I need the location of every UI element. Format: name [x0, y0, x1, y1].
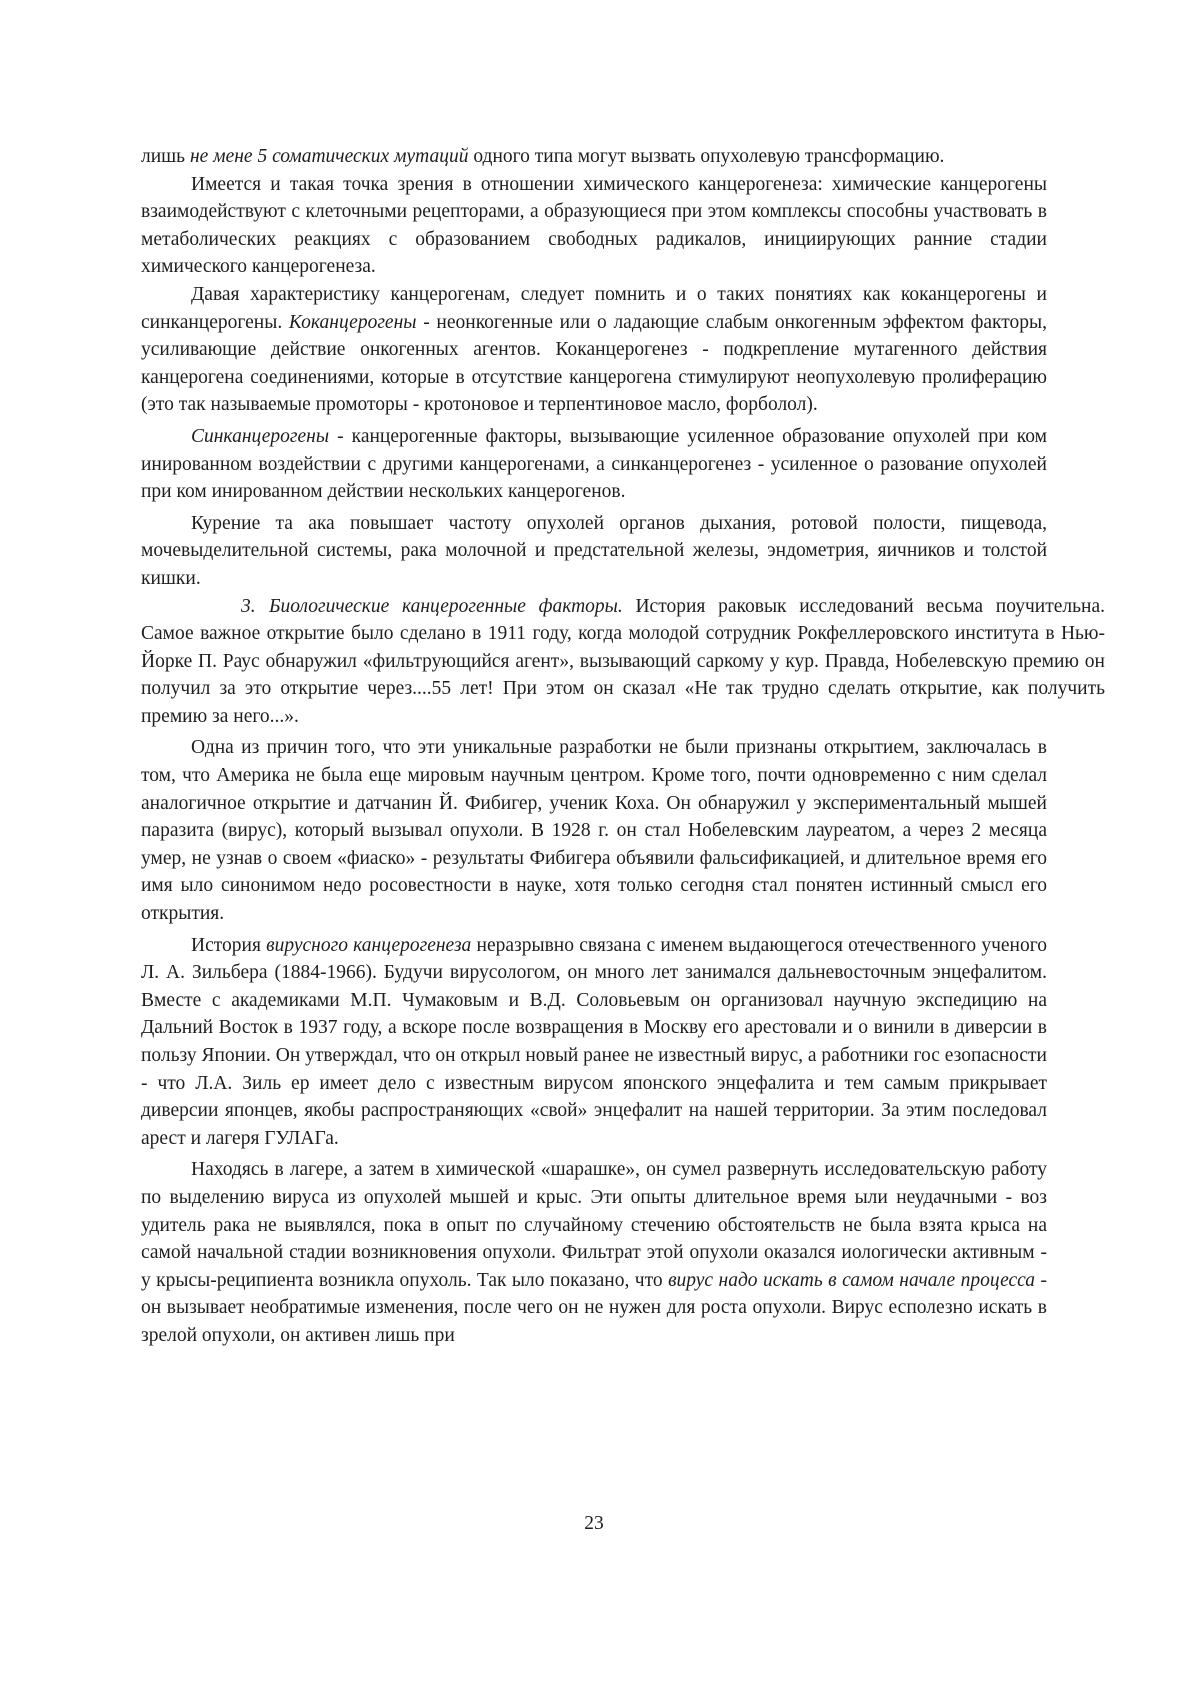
section-heading: Биологические канцерогенные факторы.	[269, 595, 623, 617]
page-number: 23	[584, 1513, 604, 1534]
paragraph-8: История вирусного канцерогенеза неразрывно связана с именем выдающегося отечественного ученого Л. А. Зильбера (1884-1966). Будучи вирусологом, он много лет занимался дальневосточным энцефалитом. Вместе с академиками М.П. Чумаковым и В.Д. Соловьевым он организовал научную экспедицию на Дальний Восток в 1937 году, а вскоре после возвращения в Москву его арестовали и о винили в диверсии в пользу Японии. Он утверждал, что он открыл новый ранее не известный вирус, а работники гос езопасности - что Л.А. Зиль ер имеет дело с известным вирусом японского энцефалита и тем самым прикрывает диверсии японцев, якобы распространяющих «свой» энцефалит на нашей территории. За этим последовал арест и лагеря ГУЛАГа.	[141, 934, 1047, 1149]
body-text	[141, 143, 1105, 1350]
paragraph-6: 3. Биологические канцерогенные факторы. История раковык исследований весьма поучительна. Самое важное открытие было сделано в 1911 году, когда молодой сотрудник Рокфеллеровского института в Нью-Йорке П. Раус обнаружил «фильтрующийся агент», вызывающий саркому у кур. Правда, Нобелевскую премию он получил за это открытие через....55 лет! При этом он сказал «Не так трудно сделать открытие, как получить премию за него...».	[141, 593, 1105, 731]
term-cocarcinogens: Коканцерогены	[288, 311, 417, 333]
paragraph-1: лишь не мене 5 соматических мутаций одного типа могут вызвать опухолевую трансформацию.	[141, 146, 945, 167]
paragraph-2: Имеется и такая точка зрения в отношении химического канцерогенеза: химические канцерогены взаимодействуют с клеточными рецепторами, а образующиеся при этом комплексы способны участвовать в метаболических реакциях с образованием свободных радикалов, инициирующих ранние стадии химического канцерогенеза.	[141, 173, 1047, 278]
paragraph-3: Давая характеристику канцерогенам, следует помнить и о таких понятиях как коканцерогены и синканцерогены. Коканцерогены - неонкогенные или о ладающие слабым онкогенным эффектом факторы, усиливающие действие онкогенных агентов. Коканцерогенез - подкрепление мутагенного действия канцерогена соединениями, которые в отсутствие канцерогена стимулируют неопухолевую пролиферацию (это так называемые промоторы - кротоновое и терпентиновое масло, форболол).	[141, 283, 1047, 416]
paragraph-5: Курение та ака повышает частоту опухолей органов дыхания, ротовой полости, пищевода, мочевыделительной системы, рака молочной и предстательной железы, эндометрия, яичников и толстой кишки.	[141, 512, 1047, 589]
paragraph-4: Синканцерогены - канцерогенные факторы, вызывающие усиленное образование опухолей при ком инированном воздействии с другими канцерогенами, а синканцерогенез - усиленное о разование опухолей при ком инированном действии нескольких канцерогенов.	[141, 425, 1047, 503]
paragraph-7: Одна из причин того, что эти уникальные разработки не были признаны открытием, заключалась в том, что Америка не была еще мировым научным центром. Кроме того, почти одновременно с ним сделал аналогичное открытие и датчанин Й. Фибигер, ученик Коха. Он обнаружил у экспериментальный мышей паразита (вирус), который вызывал опухоли. В 1928 г. он стал Нобелевским лауреатом, а через 2 месяца умер, не узнав о своем «фиаско» - результаты Фибигера объявили фальсификацией, и длительное время его имя ыло синонимом недо росовестности в науке, хотя только сегодня стал понятен истинный смысл его открытия.	[141, 737, 1047, 925]
term-viral-carcinogenesis: вирусного канцерогенеза	[266, 934, 472, 956]
list-number: 3.	[241, 595, 256, 617]
term-syncarcinogens: Синканцерогены	[191, 425, 330, 447]
paragraph-9: Находясь в лагере, а затем в химической «шарашке», он сумел развернуть исследовательскую работу по выделению вируса из опухолей мышей и крыс. Эти опыты длительное время ыли неудачными - воз удитель рака не выявлялся, пока в опыт по случайному стечению обстоятельств не была взята крыса на самой начальной стадии возникновения опухоли. Фильтрат этой опухоли оказался иологически активным - у крысы-реципиента возникла опухоль. Так ыло показано, что вирус надо искать в самом начале процесса - он вызывает необратимые изменения, после чего он не нужен для роста опухоли. Вирус есполезно искать в зрелой опухоли, он активен лишь при	[141, 1159, 1047, 1346]
